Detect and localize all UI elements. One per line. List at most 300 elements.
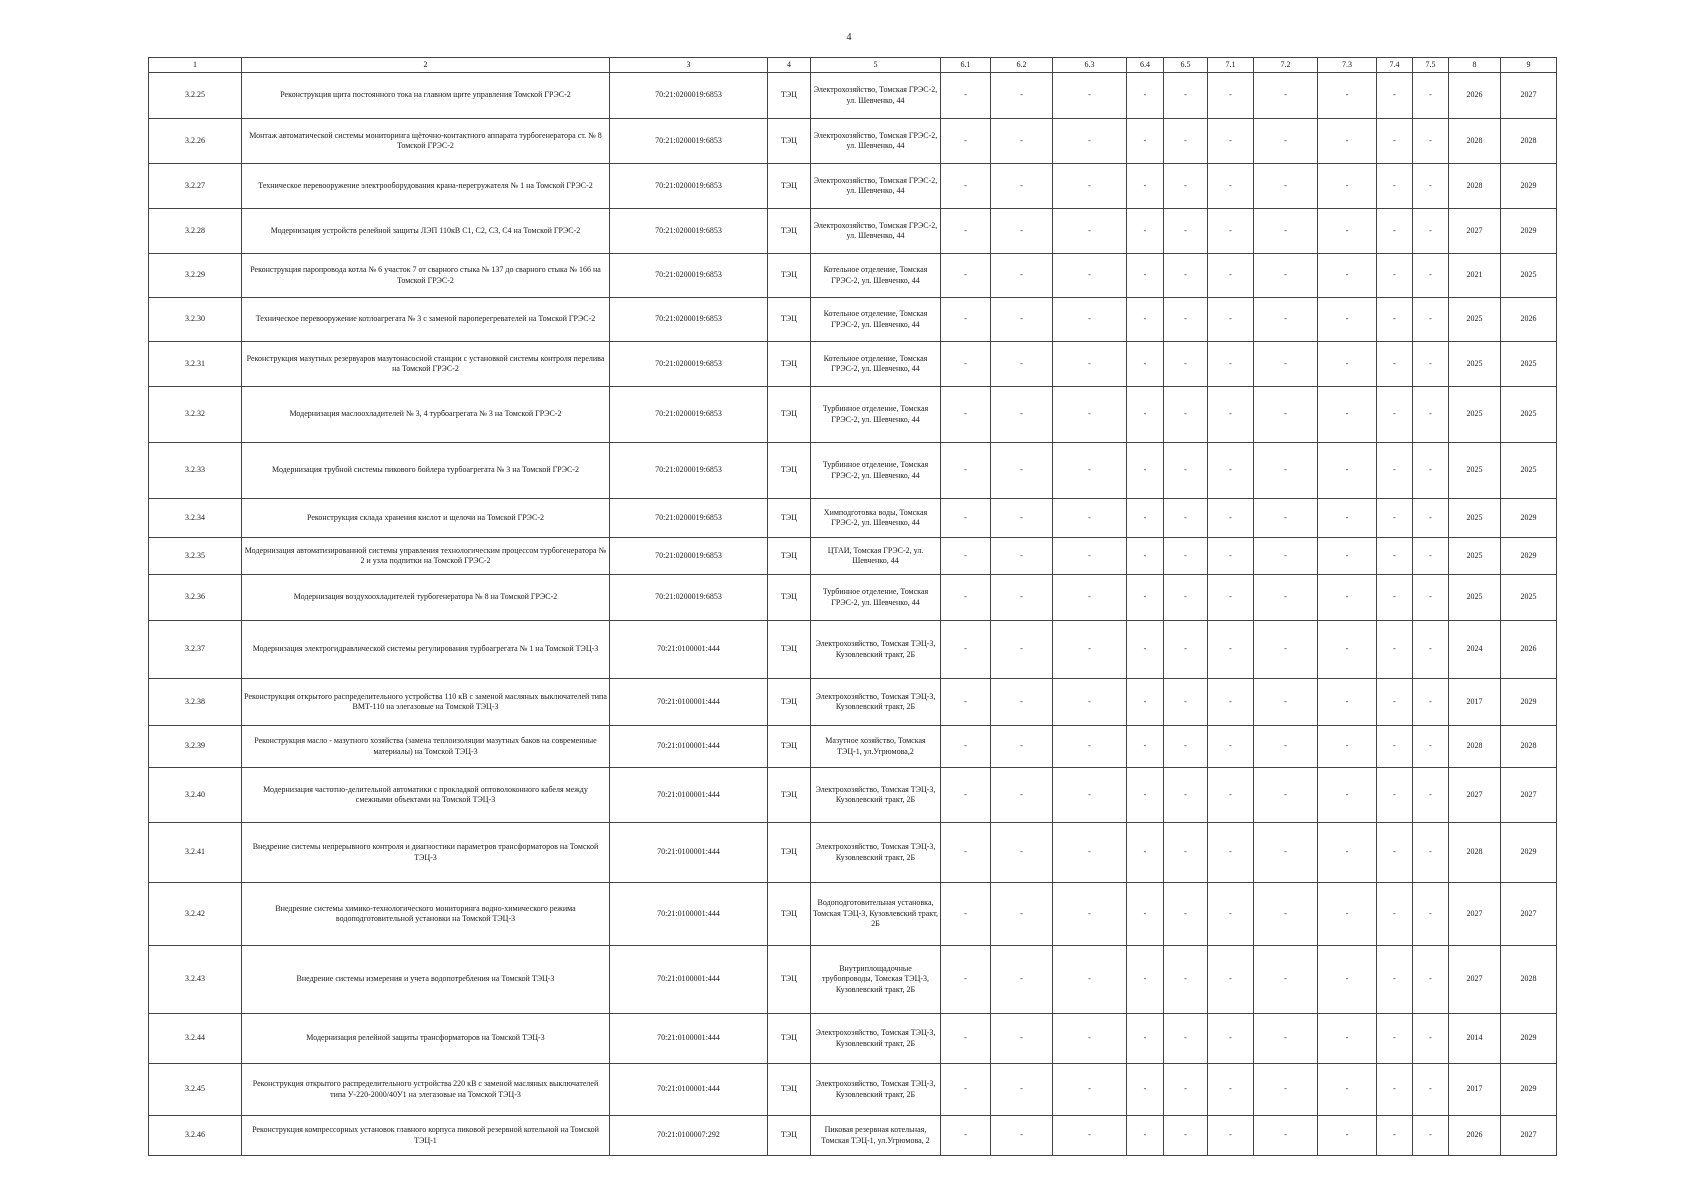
table-row <box>149 823 1557 883</box>
empty-value-cell: - <box>1377 298 1413 342</box>
object-location: Электрохозяйство, Томская ГРЭС-2, ул. Шевченко, 44 <box>811 164 941 209</box>
start-year: 2028 <box>1449 726 1501 768</box>
row-number: 3.2.31 <box>149 342 242 387</box>
end-year: 2028 <box>1501 119 1557 164</box>
empty-value-cell: - <box>1377 1014 1413 1064</box>
empty-value-cell: - <box>1164 209 1208 254</box>
object-location: Электрохозяйство, Томская ТЭЦ-3, Кузовлевский тракт, 2Б <box>811 1064 941 1116</box>
empty-value-cell: - <box>1254 726 1318 768</box>
row-number: 3.2.40 <box>149 768 242 823</box>
empty-value-cell: - <box>1053 73 1127 119</box>
project-name: Реконструкция открытого распределительного устройства 220 кВ с заменой масляных выключателей типа У-220-2000/40У1 на элегазовые на Томской ТЭЦ-3 <box>242 1064 610 1116</box>
end-year: 2029 <box>1501 823 1557 883</box>
object-location: Турбинное отделение, Томская ГРЭС-2, ул. Шевченко, 44 <box>811 443 941 499</box>
empty-value-cell: - <box>941 538 991 575</box>
table-row <box>149 1064 1557 1116</box>
empty-value-cell: - <box>941 726 991 768</box>
start-year: 2025 <box>1449 538 1501 575</box>
object-type: ТЭЦ <box>768 1014 811 1064</box>
empty-value-cell: - <box>1254 679 1318 726</box>
end-year: 2029 <box>1501 679 1557 726</box>
column-header: 5 <box>811 58 941 73</box>
empty-value-cell: - <box>941 621 991 679</box>
empty-value-cell: - <box>1377 946 1413 1014</box>
empty-value-cell: - <box>941 768 991 823</box>
empty-value-cell: - <box>1413 499 1449 538</box>
cadastral-number: 70:21:0200019:6853 <box>610 164 768 209</box>
empty-value-cell: - <box>941 119 991 164</box>
empty-value-cell: - <box>1254 119 1318 164</box>
start-year: 2027 <box>1449 883 1501 946</box>
empty-value-cell: - <box>1053 254 1127 298</box>
empty-value-cell: - <box>1254 768 1318 823</box>
empty-value-cell: - <box>1377 499 1413 538</box>
object-type: ТЭЦ <box>768 823 811 883</box>
cadastral-number: 70:21:0200019:6853 <box>610 254 768 298</box>
row-number: 3.2.46 <box>149 1116 242 1156</box>
cadastral-number: 70:21:0100001:444 <box>610 823 768 883</box>
empty-value-cell: - <box>941 342 991 387</box>
empty-value-cell: - <box>1164 823 1208 883</box>
empty-value-cell: - <box>1053 883 1127 946</box>
start-year: 2021 <box>1449 254 1501 298</box>
empty-value-cell: - <box>1208 726 1254 768</box>
empty-value-cell: - <box>1127 1064 1164 1116</box>
empty-value-cell: - <box>1053 726 1127 768</box>
column-header: 9 <box>1501 58 1557 73</box>
cadastral-number: 70:21:0100007:292 <box>610 1116 768 1156</box>
object-type: ТЭЦ <box>768 768 811 823</box>
column-header: 6.5 <box>1164 58 1208 73</box>
project-name: Реконструкция паропровода котла № 6 участок 7 от сварного стыка № 137 до сварного стыка № 166 на Томской ГРЭС-2 <box>242 254 610 298</box>
empty-value-cell: - <box>991 298 1053 342</box>
table-row <box>149 164 1557 209</box>
empty-value-cell: - <box>1208 254 1254 298</box>
empty-value-cell: - <box>1318 342 1377 387</box>
empty-value-cell: - <box>1208 443 1254 499</box>
row-number: 3.2.41 <box>149 823 242 883</box>
column-header: 6.2 <box>991 58 1053 73</box>
empty-value-cell: - <box>991 164 1053 209</box>
object-location: Котельное отделение, Томская ГРЭС-2, ул. Шевченко, 44 <box>811 298 941 342</box>
object-location: Пиковая резервная котельная, Томская ТЭЦ-1, ул.Угрюмова, 2 <box>811 1116 941 1156</box>
empty-value-cell: - <box>1127 164 1164 209</box>
empty-value-cell: - <box>1127 1116 1164 1156</box>
empty-value-cell: - <box>1377 164 1413 209</box>
start-year: 2028 <box>1449 119 1501 164</box>
empty-value-cell: - <box>1053 823 1127 883</box>
empty-value-cell: - <box>1413 538 1449 575</box>
empty-value-cell: - <box>941 575 991 621</box>
object-type: ТЭЦ <box>768 298 811 342</box>
row-number: 3.2.25 <box>149 73 242 119</box>
empty-value-cell: - <box>1127 538 1164 575</box>
empty-value-cell: - <box>991 73 1053 119</box>
empty-value-cell: - <box>1377 1116 1413 1156</box>
object-type: ТЭЦ <box>768 621 811 679</box>
cadastral-number: 70:21:0200019:6853 <box>610 119 768 164</box>
empty-value-cell: - <box>1318 575 1377 621</box>
empty-value-cell: - <box>991 883 1053 946</box>
empty-value-cell: - <box>1164 73 1208 119</box>
cadastral-number: 70:21:0100001:444 <box>610 768 768 823</box>
empty-value-cell: - <box>1254 499 1318 538</box>
empty-value-cell: - <box>1413 1014 1449 1064</box>
empty-value-cell: - <box>1208 1116 1254 1156</box>
empty-value-cell: - <box>1318 538 1377 575</box>
object-location: Электрохозяйство, Томская ГРЭС-2, ул. Шевченко, 44 <box>811 73 941 119</box>
empty-value-cell: - <box>991 538 1053 575</box>
empty-value-cell: - <box>1053 119 1127 164</box>
row-number: 3.2.26 <box>149 119 242 164</box>
object-type: ТЭЦ <box>768 164 811 209</box>
start-year: 2028 <box>1449 164 1501 209</box>
object-type: ТЭЦ <box>768 883 811 946</box>
investment-table <box>148 57 1557 1156</box>
empty-value-cell: - <box>1413 73 1449 119</box>
table-row <box>149 342 1557 387</box>
project-name: Модернизация автоматизированной системы управления технологическим процессом турбогенератора № 2 и узла подпитки на Томской ГРЭС-2 <box>242 538 610 575</box>
empty-value-cell: - <box>1127 575 1164 621</box>
empty-value-cell: - <box>1164 883 1208 946</box>
empty-value-cell: - <box>1208 298 1254 342</box>
column-header: 7.3 <box>1318 58 1377 73</box>
project-name: Реконструкция открытого распределительного устройства 110 кВ с заменой масляных выключателей типа ВМТ-110 на элегазовые на Томской ТЭЦ-3 <box>242 679 610 726</box>
empty-value-cell: - <box>1053 768 1127 823</box>
project-name: Внедрение системы непрерывного контроля и диагностики параметров трансформаторов на Томской ТЭЦ-3 <box>242 823 610 883</box>
empty-value-cell: - <box>1127 342 1164 387</box>
end-year: 2028 <box>1501 946 1557 1014</box>
empty-value-cell: - <box>1127 679 1164 726</box>
column-header: 7.4 <box>1377 58 1413 73</box>
object-type: ТЭЦ <box>768 387 811 443</box>
start-year: 2026 <box>1449 1116 1501 1156</box>
empty-value-cell: - <box>1254 621 1318 679</box>
table-row <box>149 768 1557 823</box>
table-row <box>149 443 1557 499</box>
empty-value-cell: - <box>1208 119 1254 164</box>
empty-value-cell: - <box>1318 883 1377 946</box>
empty-value-cell: - <box>1127 499 1164 538</box>
empty-value-cell: - <box>1377 823 1413 883</box>
empty-value-cell: - <box>1254 443 1318 499</box>
row-number: 3.2.39 <box>149 726 242 768</box>
empty-value-cell: - <box>1053 538 1127 575</box>
empty-value-cell: - <box>1053 209 1127 254</box>
end-year: 2027 <box>1501 768 1557 823</box>
empty-value-cell: - <box>1318 119 1377 164</box>
empty-value-cell: - <box>1208 164 1254 209</box>
project-name: Техническое перевооружение котлоагрегата № 3 с заменой пароперегревателей на Томской ГРЭС-2 <box>242 298 610 342</box>
empty-value-cell: - <box>1413 209 1449 254</box>
column-header: 7.2 <box>1254 58 1318 73</box>
row-number: 3.2.37 <box>149 621 242 679</box>
empty-value-cell: - <box>1318 946 1377 1014</box>
empty-value-cell: - <box>1208 883 1254 946</box>
empty-value-cell: - <box>1318 621 1377 679</box>
empty-value-cell: - <box>941 298 991 342</box>
empty-value-cell: - <box>1377 119 1413 164</box>
end-year: 2026 <box>1501 298 1557 342</box>
empty-value-cell: - <box>1127 298 1164 342</box>
end-year: 2029 <box>1501 499 1557 538</box>
column-header: 8 <box>1449 58 1501 73</box>
end-year: 2029 <box>1501 1064 1557 1116</box>
empty-value-cell: - <box>941 679 991 726</box>
empty-value-cell: - <box>1318 1014 1377 1064</box>
empty-value-cell: - <box>991 726 1053 768</box>
empty-value-cell: - <box>1053 575 1127 621</box>
empty-value-cell: - <box>1208 387 1254 443</box>
project-name: Монтаж автоматической системы мониторинга щёточно-контактного аппарата турбогенератора ст. № 8 Томской ГРЭС-2 <box>242 119 610 164</box>
empty-value-cell: - <box>1164 387 1208 443</box>
empty-value-cell: - <box>1254 538 1318 575</box>
empty-value-cell: - <box>1318 254 1377 298</box>
empty-value-cell: - <box>991 443 1053 499</box>
start-year: 2025 <box>1449 443 1501 499</box>
row-number: 3.2.28 <box>149 209 242 254</box>
empty-value-cell: - <box>1413 575 1449 621</box>
empty-value-cell: - <box>1377 254 1413 298</box>
table-row <box>149 298 1557 342</box>
empty-value-cell: - <box>1208 209 1254 254</box>
empty-value-cell: - <box>1208 946 1254 1014</box>
empty-value-cell: - <box>991 1014 1053 1064</box>
empty-value-cell: - <box>1208 538 1254 575</box>
empty-value-cell: - <box>1208 342 1254 387</box>
cadastral-number: 70:21:0200019:6853 <box>610 387 768 443</box>
empty-value-cell: - <box>1413 946 1449 1014</box>
table-row <box>149 73 1557 119</box>
cadastral-number: 70:21:0200019:6853 <box>610 443 768 499</box>
empty-value-cell: - <box>1413 254 1449 298</box>
empty-value-cell: - <box>1377 73 1413 119</box>
empty-value-cell: - <box>1208 73 1254 119</box>
empty-value-cell: - <box>991 621 1053 679</box>
empty-value-cell: - <box>1053 499 1127 538</box>
empty-value-cell: - <box>1318 726 1377 768</box>
cadastral-number: 70:21:0100001:444 <box>610 883 768 946</box>
table-header-row <box>149 58 1557 73</box>
cadastral-number: 70:21:0100001:444 <box>610 946 768 1014</box>
end-year: 2028 <box>1501 726 1557 768</box>
end-year: 2029 <box>1501 538 1557 575</box>
object-type: ТЭЦ <box>768 1064 811 1116</box>
column-header: 6.1 <box>941 58 991 73</box>
empty-value-cell: - <box>1127 443 1164 499</box>
cadastral-number: 70:21:0100001:444 <box>610 679 768 726</box>
end-year: 2025 <box>1501 575 1557 621</box>
object-type: ТЭЦ <box>768 119 811 164</box>
empty-value-cell: - <box>991 1064 1053 1116</box>
empty-value-cell: - <box>1254 883 1318 946</box>
empty-value-cell: - <box>1318 443 1377 499</box>
row-number: 3.2.34 <box>149 499 242 538</box>
row-number: 3.2.43 <box>149 946 242 1014</box>
empty-value-cell: - <box>1053 1116 1127 1156</box>
empty-value-cell: - <box>1377 1064 1413 1116</box>
empty-value-cell: - <box>941 387 991 443</box>
empty-value-cell: - <box>1127 209 1164 254</box>
empty-value-cell: - <box>1377 575 1413 621</box>
empty-value-cell: - <box>1164 164 1208 209</box>
end-year: 2029 <box>1501 164 1557 209</box>
empty-value-cell: - <box>991 499 1053 538</box>
empty-value-cell: - <box>1413 621 1449 679</box>
object-type: ТЭЦ <box>768 538 811 575</box>
object-type: ТЭЦ <box>768 342 811 387</box>
empty-value-cell: - <box>1318 679 1377 726</box>
end-year: 2027 <box>1501 1116 1557 1156</box>
object-location: Внутриплощадочные трубопроводы, Томская ТЭЦ-3, Кузовлевский тракт, 2Б <box>811 946 941 1014</box>
empty-value-cell: - <box>1053 387 1127 443</box>
start-year: 2024 <box>1449 621 1501 679</box>
empty-value-cell: - <box>1208 621 1254 679</box>
empty-value-cell: - <box>991 575 1053 621</box>
end-year: 2025 <box>1501 443 1557 499</box>
empty-value-cell: - <box>1164 119 1208 164</box>
empty-value-cell: - <box>1254 387 1318 443</box>
empty-value-cell: - <box>1413 387 1449 443</box>
empty-value-cell: - <box>941 946 991 1014</box>
row-number: 3.2.38 <box>149 679 242 726</box>
project-name: Модернизация устройств релейной защиты ЛЭП 110кВ С1, С2, С3, С4 на Томской ГРЭС-2 <box>242 209 610 254</box>
empty-value-cell: - <box>1127 387 1164 443</box>
empty-value-cell: - <box>1413 1064 1449 1116</box>
table-row <box>149 119 1557 164</box>
empty-value-cell: - <box>1208 768 1254 823</box>
empty-value-cell: - <box>941 1064 991 1116</box>
empty-value-cell: - <box>1208 575 1254 621</box>
end-year: 2026 <box>1501 621 1557 679</box>
empty-value-cell: - <box>1318 1116 1377 1156</box>
object-location: Электрохозяйство, Томская ГРЭС-2, ул. Шевченко, 44 <box>811 209 941 254</box>
end-year: 2025 <box>1501 342 1557 387</box>
empty-value-cell: - <box>1318 164 1377 209</box>
empty-value-cell: - <box>1164 443 1208 499</box>
table-row <box>149 946 1557 1014</box>
column-header: 1 <box>149 58 242 73</box>
empty-value-cell: - <box>941 164 991 209</box>
table-row <box>149 621 1557 679</box>
start-year: 2027 <box>1449 768 1501 823</box>
empty-value-cell: - <box>991 946 1053 1014</box>
empty-value-cell: - <box>1208 1064 1254 1116</box>
empty-value-cell: - <box>1127 119 1164 164</box>
empty-value-cell: - <box>1164 254 1208 298</box>
empty-value-cell: - <box>991 387 1053 443</box>
empty-value-cell: - <box>1164 1014 1208 1064</box>
row-number: 3.2.30 <box>149 298 242 342</box>
row-number: 3.2.45 <box>149 1064 242 1116</box>
object-type: ТЭЦ <box>768 1116 811 1156</box>
empty-value-cell: - <box>1377 679 1413 726</box>
empty-value-cell: - <box>1377 342 1413 387</box>
cadastral-number: 70:21:0200019:6853 <box>610 575 768 621</box>
object-location: Электрохозяйство, Томская ТЭЦ-3, Кузовлевский тракт, 2Б <box>811 768 941 823</box>
empty-value-cell: - <box>1164 1064 1208 1116</box>
empty-value-cell: - <box>1164 946 1208 1014</box>
object-location: Химподготовка воды, Томская ГРЭС-2, ул. Шевченко, 44 <box>811 499 941 538</box>
object-location: Турбинное отделение, Томская ГРЭС-2, ул. Шевченко, 44 <box>811 387 941 443</box>
empty-value-cell: - <box>1164 726 1208 768</box>
object-type: ТЭЦ <box>768 254 811 298</box>
empty-value-cell: - <box>1254 164 1318 209</box>
empty-value-cell: - <box>1318 209 1377 254</box>
empty-value-cell: - <box>1254 342 1318 387</box>
empty-value-cell: - <box>1377 883 1413 946</box>
start-year: 2017 <box>1449 679 1501 726</box>
empty-value-cell: - <box>1053 1064 1127 1116</box>
object-location: Водоподготовительная установка, Томская ТЭЦ-3, Кузовлевский тракт, 2Б <box>811 883 941 946</box>
object-type: ТЭЦ <box>768 209 811 254</box>
empty-value-cell: - <box>1164 768 1208 823</box>
empty-value-cell: - <box>991 342 1053 387</box>
empty-value-cell: - <box>1208 679 1254 726</box>
project-name: Реконструкция склада хранения кислот и щелочи на Томской ГРЭС-2 <box>242 499 610 538</box>
empty-value-cell: - <box>991 1116 1053 1156</box>
object-type: ТЭЦ <box>768 946 811 1014</box>
empty-value-cell: - <box>991 254 1053 298</box>
empty-value-cell: - <box>1318 387 1377 443</box>
row-number: 3.2.35 <box>149 538 242 575</box>
empty-value-cell: - <box>941 73 991 119</box>
empty-value-cell: - <box>941 209 991 254</box>
project-name: Внедрение системы химико-технологического мониторинга водно-химического режима водоподготовительной установки на Томской ТЭЦ-3 <box>242 883 610 946</box>
start-year: 2026 <box>1449 73 1501 119</box>
cadastral-number: 70:21:0200019:6853 <box>610 342 768 387</box>
empty-value-cell: - <box>1413 883 1449 946</box>
empty-value-cell: - <box>1377 538 1413 575</box>
empty-value-cell: - <box>941 499 991 538</box>
end-year: 2025 <box>1501 387 1557 443</box>
empty-value-cell: - <box>941 883 991 946</box>
cadastral-number: 70:21:0200019:6853 <box>610 209 768 254</box>
empty-value-cell: - <box>1377 387 1413 443</box>
empty-value-cell: - <box>1164 575 1208 621</box>
empty-value-cell: - <box>1318 73 1377 119</box>
empty-value-cell: - <box>1127 621 1164 679</box>
empty-value-cell: - <box>1127 883 1164 946</box>
table-row <box>149 1116 1557 1156</box>
start-year: 2017 <box>1449 1064 1501 1116</box>
empty-value-cell: - <box>941 823 991 883</box>
object-location: Электрохозяйство, Томская ТЭЦ-3, Кузовлевский тракт, 2Б <box>811 679 941 726</box>
empty-value-cell: - <box>1254 946 1318 1014</box>
cadastral-number: 70:21:0100001:444 <box>610 726 768 768</box>
empty-value-cell: - <box>1318 499 1377 538</box>
end-year: 2025 <box>1501 254 1557 298</box>
empty-value-cell: - <box>1254 73 1318 119</box>
object-location: Электрохозяйство, Томская ТЭЦ-3, Кузовлевский тракт, 2Б <box>811 621 941 679</box>
object-location: Котельное отделение, Томская ГРЭС-2, ул. Шевченко, 44 <box>811 254 941 298</box>
cadastral-number: 70:21:0200019:6853 <box>610 538 768 575</box>
project-name: Техническое перевооружение электрооборудования крана-перегружателя № 1 на Томской ГРЭС-2 <box>242 164 610 209</box>
table-row <box>149 254 1557 298</box>
cadastral-number: 70:21:0200019:6853 <box>610 298 768 342</box>
start-year: 2025 <box>1449 298 1501 342</box>
empty-value-cell: - <box>1208 823 1254 883</box>
table-row <box>149 575 1557 621</box>
cadastral-number: 70:21:0100001:444 <box>610 621 768 679</box>
object-location: Турбинное отделение, Томская ГРЭС-2, ул. Шевченко, 44 <box>811 575 941 621</box>
empty-value-cell: - <box>1053 342 1127 387</box>
object-location: Мазутное хозяйство, Томская ТЭЦ-1, ул.Угрюмова,2 <box>811 726 941 768</box>
empty-value-cell: - <box>941 254 991 298</box>
cadastral-number: 70:21:0100001:444 <box>610 1064 768 1116</box>
start-year: 2025 <box>1449 499 1501 538</box>
empty-value-cell: - <box>941 443 991 499</box>
